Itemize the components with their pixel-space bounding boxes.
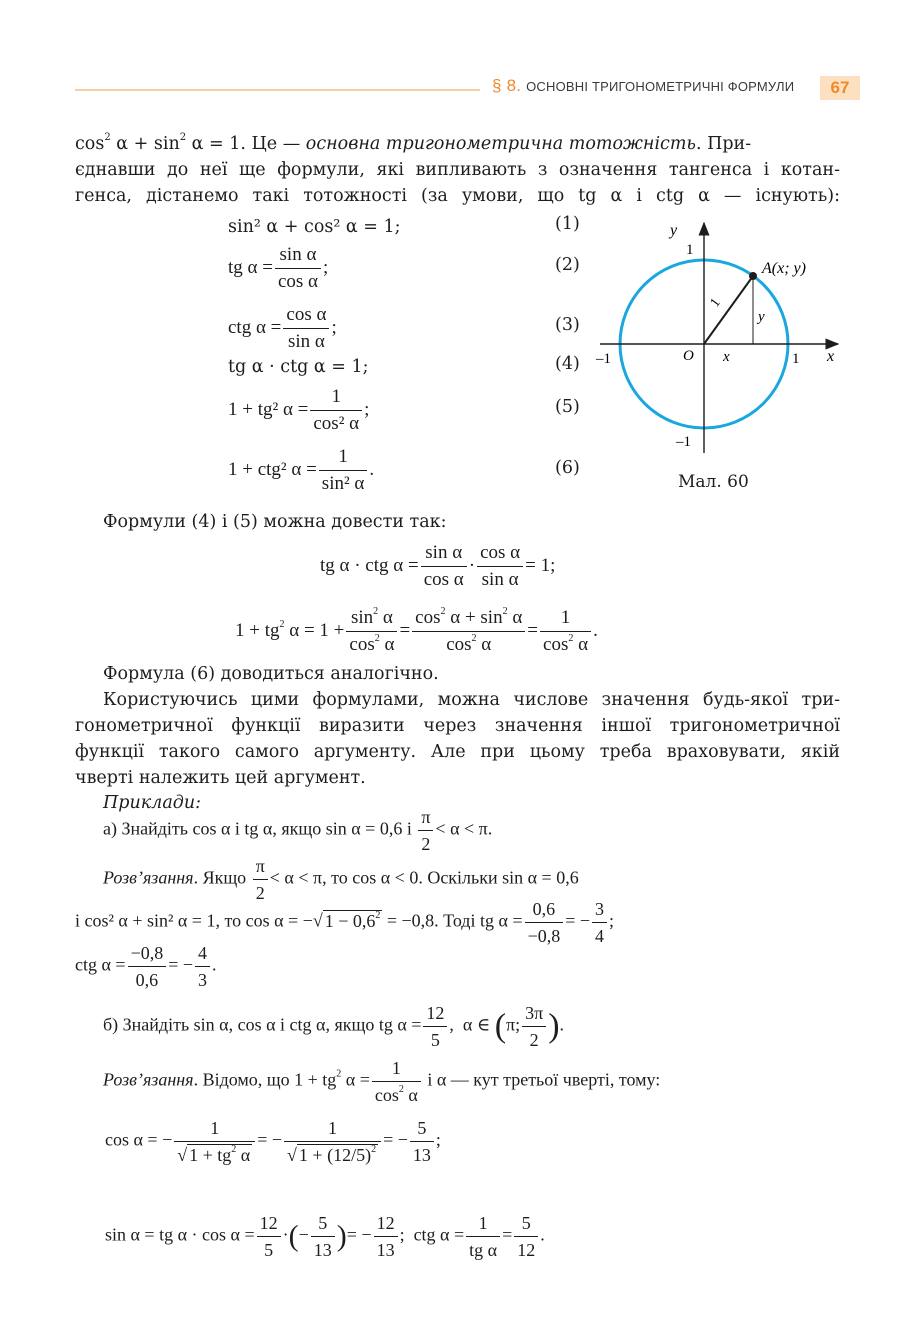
formula-lhs: 1 + tg² α = — [228, 398, 309, 420]
tick-minus1-bottom: –1 — [676, 434, 691, 450]
example-a-solution-2: і cos² α + sin² α = 1, то cos α = −√ $1 - 0,6^2 = -0,8$. Тоді tg α = $\frac{0,6}{-0,8}$ = − $\frac{3}{4}$ ; — [75, 896, 614, 949]
examples-heading: Приклади: — [103, 793, 202, 813]
formula-3-number: (3) — [555, 315, 580, 335]
text-span: . Якщо — [193, 867, 247, 888]
tick-1-top: 1 — [686, 242, 694, 258]
radius-label: 1 — [707, 295, 724, 311]
formula-4-number: (4) — [555, 354, 580, 374]
formula-6-number: (6) — [555, 458, 580, 478]
formula-2-number: (2) — [555, 255, 580, 275]
text-span: і α — кут третьої чверті, тому: — [427, 1069, 661, 1090]
formula-6: 1 + ctg² α = $\frac{1}{\text{sin² α}}$ . — [228, 444, 374, 497]
formula-lhs: 1 + ctg² α = — [228, 458, 317, 480]
text-span: cos — [75, 134, 105, 154]
intro-line-1: $\cos^2 \alpha + \sin^2 \alpha = 1$. Це — основна тригонометрична тотожність. При- — [75, 132, 752, 154]
denominator: sin² α — [321, 473, 365, 494]
fraction: $\frac{\pi}{2}$ — [418, 804, 433, 857]
fraction: $\frac{4}{3}$ — [195, 940, 210, 993]
fraction: $\frac{12}{5}$ — [257, 1210, 281, 1263]
example-b: б) Знайдіть sin α, cos α і ctg α, якщо tg α = $\frac{12}{5}$ , α ∈ (π; $\frac{3\pi}{2}$ ). — [103, 1000, 564, 1053]
header-rule — [75, 89, 480, 91]
fraction: $\frac{12}{13}$ — [374, 1210, 398, 1263]
formula-5-number: (5) — [555, 397, 580, 417]
proof-formula-4: tg α · ctg α = $\frac{\text{sin α}}{\text{cos α}}$ · $\frac{\text{cos α}}{\text{sin α}}$ = 1; — [320, 540, 555, 593]
page-number: 67 — [820, 76, 860, 100]
example-b-solution-1: Розв’язання. Відомо, що $1 + tg^2$ α = $\frac{1}{\cos^2 \alpha}$ і α — кут третьої чверті, тому: — [103, 1055, 660, 1108]
intro-line-2: єднавши до неї ще формули, які випливають з означення тангенса і котан- — [75, 160, 840, 180]
fraction: $\frac{\text{cos α}}{\text{sin α}}$ — [477, 540, 523, 593]
text-span: α + sin — [110, 134, 180, 154]
example-a-solution-1: Розв’язання. Якщо $\frac{\pi}{2}$ < α < π, то cos α < 0. Оскільки sin α = 0,6 — [103, 853, 840, 906]
figure-caption: Мал. 60 — [678, 472, 749, 492]
text-span: . Відомо, що — [193, 1069, 290, 1090]
fraction: $\frac{5}{12}$ — [514, 1210, 538, 1263]
fraction: $\frac{1}{\text{tg α}}$ — [466, 1210, 500, 1263]
numerator: 1 — [319, 444, 368, 471]
example-b-solution-3: sin α = tg α · cos α = $\frac{12}{5}$ ·(− $\frac{5}{13}$ )= − $\frac{12}{13}$ ; ctg α = $\frac{1}{\text{tg α}}$ = $\frac{5}{12}$ . — [105, 1210, 545, 1263]
intro-line-3: генса, дістанемо такі тотожності (за умови, що tg α і ctg α — існують): — [75, 186, 840, 206]
numerator: cos α — [283, 302, 329, 329]
fraction: $\frac{1}{\cos^2 \alpha}$ — [540, 605, 591, 658]
radius-segment — [704, 276, 753, 344]
formula-4: tg α · ctg α = 1; — [228, 357, 369, 377]
fraction: $\frac{0,6}{-0,8}$ — [525, 896, 564, 949]
fraction: $\frac{\cos^2 \alpha + \sin^2 \alpha}{\cos^2 \alpha}$ — [412, 605, 525, 658]
denominator: cos² α — [313, 413, 360, 434]
x-segment-label: x — [723, 349, 730, 365]
y-axis-label: y — [670, 222, 678, 239]
example-b-text: б) Знайдіть sin α, cos α і ctg α, якщо — [103, 1014, 375, 1035]
text-span: і cos² α + sin² α = 1, то — [75, 910, 242, 931]
numerator: sin α — [275, 242, 321, 269]
fraction — [283, 302, 329, 355]
fraction: $\frac{1}{√ 1 + tg^2 \alpha}$ — [174, 1115, 255, 1168]
formula-1: sin² α + cos² α = 1; — [228, 217, 401, 237]
para2-line-2: гонометричної функції виразити через значення іншої тригонометричної — [75, 716, 840, 736]
point-a — [749, 272, 757, 280]
denominator: sin α — [287, 331, 325, 352]
fraction: $\frac{\pi}{2}$ — [253, 853, 268, 906]
fraction: $\frac{5}{13}$ — [410, 1115, 434, 1168]
proof-intro: Формули (4) і (5) можна довести так: — [103, 512, 447, 532]
x-axis-label: x — [827, 348, 835, 365]
example-a: а) Знайдіть cos α і tg α, якщо sin α = 0,6 і $\frac{\pi}{2}$ < α < π. — [103, 804, 492, 857]
point-a-label: A(x; y) — [762, 260, 806, 277]
fraction: $\frac{3\pi}{2}$ — [522, 1000, 546, 1053]
numerator: 1 — [310, 384, 362, 411]
denominator: cos α — [277, 271, 318, 292]
proof-formula-5: $1 + tg^2$ α = 1 + $\frac{\sin^2 \alpha}{\cos^2 \alpha}$ = $\frac{\cos^2 \alpha + \sin^2 \alpha}{\cos^2 \alpha}$ = $\frac{1}{\cos^2 \alpha}$ . — [235, 605, 598, 658]
text-span: α = 1. Це — — [186, 134, 301, 154]
y-segment-label: y — [758, 309, 765, 325]
emphasis: основна тригонометрична тотожність — [305, 134, 696, 154]
fraction: $\frac{12}{5}$ — [423, 1000, 447, 1053]
example-a-solution-3: ctg α = $\frac{-0,8}{0,6}$ = − $\frac{4}{3}$ . — [75, 940, 217, 993]
para2-line-3: функції такого самого аргументу. Але при цьому треба враховувати, якій — [75, 742, 840, 762]
fraction: $\frac{\text{sin α}}{\text{cos α}}$ — [421, 540, 467, 593]
formula-2: tg α = $\frac{\text{sin α}}{\text{cos α}}$ ; — [228, 242, 328, 295]
unit-circle-figure — [590, 215, 850, 460]
text-span: Тоді — [443, 910, 476, 931]
tick-1-right: 1 — [792, 351, 800, 367]
fraction: $\frac{-0,8}{0,6}$ — [128, 940, 167, 993]
example-b-solution-2: cos α = − $\frac{1}{√ 1 + tg^2 \alpha}$ = − $\frac{1}{√ 1 + (12/5)^2}$ = − $\frac{5}{13}$ ; — [105, 1115, 441, 1168]
fraction: $\frac{\sin^2 \alpha}{\cos^2 \alpha}$ — [346, 605, 397, 658]
fraction: $\frac{3}{4}$ — [592, 896, 607, 949]
example-a-text: а) Знайдіть cos α і tg α, якщо sin α = 0,6 і — [103, 818, 412, 839]
formula-3: ctg α = $\frac{\text{cos α}}{\text{sin α}}$ ; — [228, 302, 337, 355]
para2-line-1: Користуючись цими формулами, можна числове значення будь-якої три- — [103, 690, 840, 710]
fraction — [275, 242, 321, 295]
tick-minus1-left: –1 — [596, 351, 611, 367]
formula-5: 1 + tg² α = $\frac{1}{\text{cos² α}}$ ; — [228, 384, 369, 437]
section-title: ОСНОВНІ ТРИГОНОМЕТРИЧНІ ФОРМУЛИ — [526, 79, 795, 94]
origin-label: O — [683, 348, 694, 364]
fraction: $\frac{5}{13}$ — [311, 1210, 335, 1263]
fraction: $\frac{1}{√ 1 + (12/5)^2}$ — [284, 1115, 381, 1168]
solution-word: Розв’язання — [103, 867, 194, 888]
formula-lhs: ctg α = — [228, 316, 282, 338]
section-number: § 8. — [492, 76, 522, 95]
proof-after: Формула (6) доводиться аналогічно. — [103, 664, 439, 684]
text-span: то cos α < 0. Оскільки sin α = 0,6 — [331, 867, 579, 888]
fraction — [310, 384, 362, 437]
running-header — [492, 76, 794, 96]
fraction: $\frac{1}{\cos^2 \alpha}$ — [372, 1055, 421, 1108]
fraction — [319, 444, 368, 497]
text-span: . При- — [695, 134, 752, 154]
formula-1-number: (1) — [555, 214, 580, 234]
para2-line-4: чверті належить цей аргумент. — [75, 768, 366, 788]
solution-word: Розв’язання — [103, 1069, 194, 1090]
formula-lhs: tg α = — [228, 256, 273, 278]
